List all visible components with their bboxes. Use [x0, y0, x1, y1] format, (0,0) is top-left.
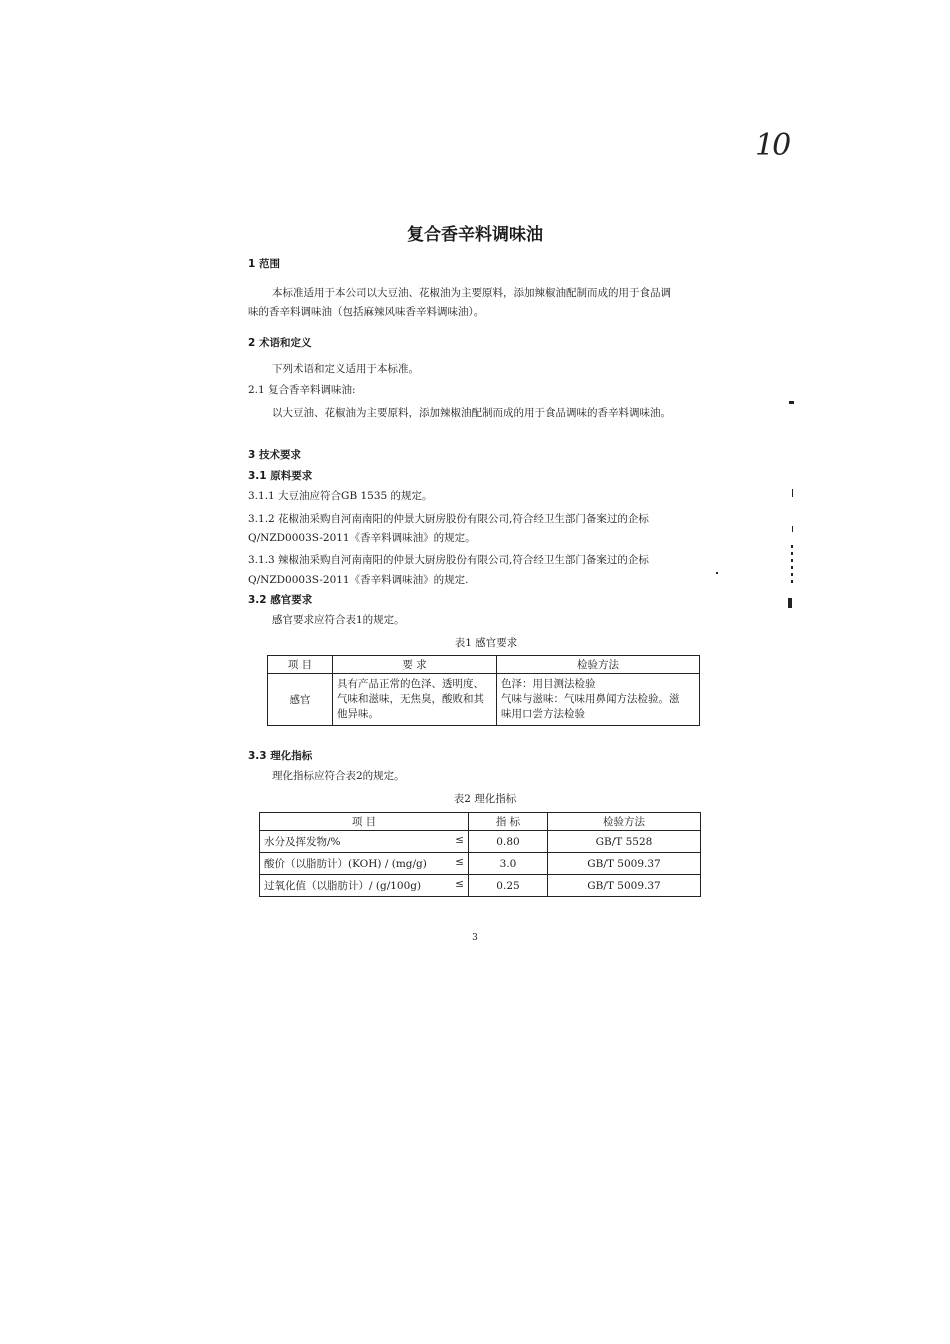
table2-item-text: 过氧化值（以脂肪计）/ (g/100g) [264, 880, 422, 892]
table1-cell-requirement [333, 674, 497, 726]
section-3-heading: 3 技术要求 [248, 449, 301, 461]
section-3-1-3-line2: Q/NZD0003S-2011《香辛料调味油》的规定. [248, 574, 469, 586]
handwritten-page-mark: 10 [755, 128, 790, 163]
table2 [259, 812, 701, 897]
table2-cell-method: GB/T 5009.37 [548, 853, 701, 875]
page-number: 3 [472, 933, 478, 943]
table-row [260, 831, 701, 853]
table2-cell-value: 0.25 [469, 875, 548, 897]
table2-header-row [260, 813, 701, 831]
scan-artifact-mark [792, 526, 793, 532]
document-title: 复合香辛料调味油 [407, 225, 543, 245]
table2-header-item: 项 目 [260, 813, 469, 831]
section-3-1-3-line1: 3.1.3 辣椒油采购自河南南阳的仲景大厨房股份有限公司,符合经卫生部门备案过的企标 [248, 554, 649, 566]
section-3-1-heading: 3.1 原料要求 [248, 470, 313, 482]
section-2-1-heading: 2.1 复合香辛料调味油: [248, 384, 356, 396]
table2-item-text: 水分及挥发物/% [264, 836, 341, 848]
section-3-1-1: 3.1.1 大豆油应符合GB 1535 的规定。 [248, 490, 433, 502]
table2-caption: 表2 理化指标 [453, 793, 517, 805]
table1-method-line3: 味用口尝方法检验 [501, 708, 585, 720]
section-3-1-2-line1: 3.1.2 花椒油采购自河南南阳的仲景大厨房股份有限公司,符合经卫生部门备案过的企标 [248, 513, 649, 525]
table1-method-line1: 色泽：用目测法检验 [501, 678, 596, 690]
table1-header-requirement: 要 求 [333, 656, 497, 674]
table2-cell-method: GB/T 5528 [548, 831, 701, 853]
table2-cell-value: 0.80 [469, 831, 548, 853]
table-row [260, 853, 701, 875]
table1-cell-method [497, 674, 700, 726]
table1-req-line3: 他异味。 [337, 708, 379, 720]
table1-header-method: 检验方法 [497, 656, 700, 674]
table2-cell-value: 3.0 [469, 853, 548, 875]
table-row [268, 674, 700, 726]
section-3-2-body: 感官要求应符合表1的规定。 [272, 614, 405, 626]
section-2-body: 下列术语和定义适用于本标准。 [272, 363, 419, 375]
section-3-3-heading: 3.3 理化指标 [248, 750, 313, 762]
table-row [260, 875, 701, 897]
table1-caption: 表1 感官要求 [454, 637, 518, 649]
section-1-body-line1: 本标准适用于本公司以大豆油、花椒油为主要原料，添加辣椒油配制而成的用于食品调 [272, 287, 671, 299]
table1-cell-item: 感官 [268, 674, 333, 726]
table2-op: ≤ [455, 834, 464, 846]
scan-artifact-mark [792, 489, 793, 497]
table2-header-method: 检验方法 [548, 813, 701, 831]
table1-req-line1: 具有产品正常的色泽、透明度、 [337, 678, 484, 690]
section-3-3-body: 理化指标应符合表2的规定。 [272, 770, 405, 782]
section-2-1-body: 以大豆油、花椒油为主要原料，添加辣椒油配制而成的用于食品调味的香辛料调味油。 [272, 407, 671, 419]
table1-header-row [268, 656, 700, 674]
table1-req-line2: 气味和滋味，无焦臭，酸败和其 [337, 693, 484, 705]
scan-artifact-mark [788, 598, 792, 608]
table2-cell-item [260, 831, 469, 853]
table1 [267, 655, 700, 726]
table2-cell-item [260, 853, 469, 875]
scan-artifact-mark [716, 572, 718, 574]
table2-cell-method: GB/T 5009.37 [548, 875, 701, 897]
section-1-body-line2: 味的香辛料调味油（包括麻辣风味香辛料调味油）。 [248, 306, 485, 318]
table2-op: ≤ [455, 878, 464, 890]
section-2-heading: 2 术语和定义 [248, 337, 312, 349]
scan-artifact-mark [791, 545, 793, 585]
table1-method-line2: 气味与滋味：气味用鼻闻方法检验。滋 [501, 693, 680, 705]
table2-header-value: 指 标 [469, 813, 548, 831]
section-3-2-heading: 3.2 感官要求 [248, 594, 313, 606]
scan-artifact-mark [789, 401, 794, 404]
section-3-1-2-line2: Q/NZD0003S-2011《香辛料调味油》的规定。 [248, 532, 476, 544]
section-1-heading: 1 范围 [248, 258, 280, 270]
table2-cell-item [260, 875, 469, 897]
table1-header-item: 项 目 [268, 656, 333, 674]
table2-item-text: 酸价（以脂肪计）(KOH) / (mg/g) [264, 858, 427, 870]
table2-op: ≤ [455, 856, 464, 868]
